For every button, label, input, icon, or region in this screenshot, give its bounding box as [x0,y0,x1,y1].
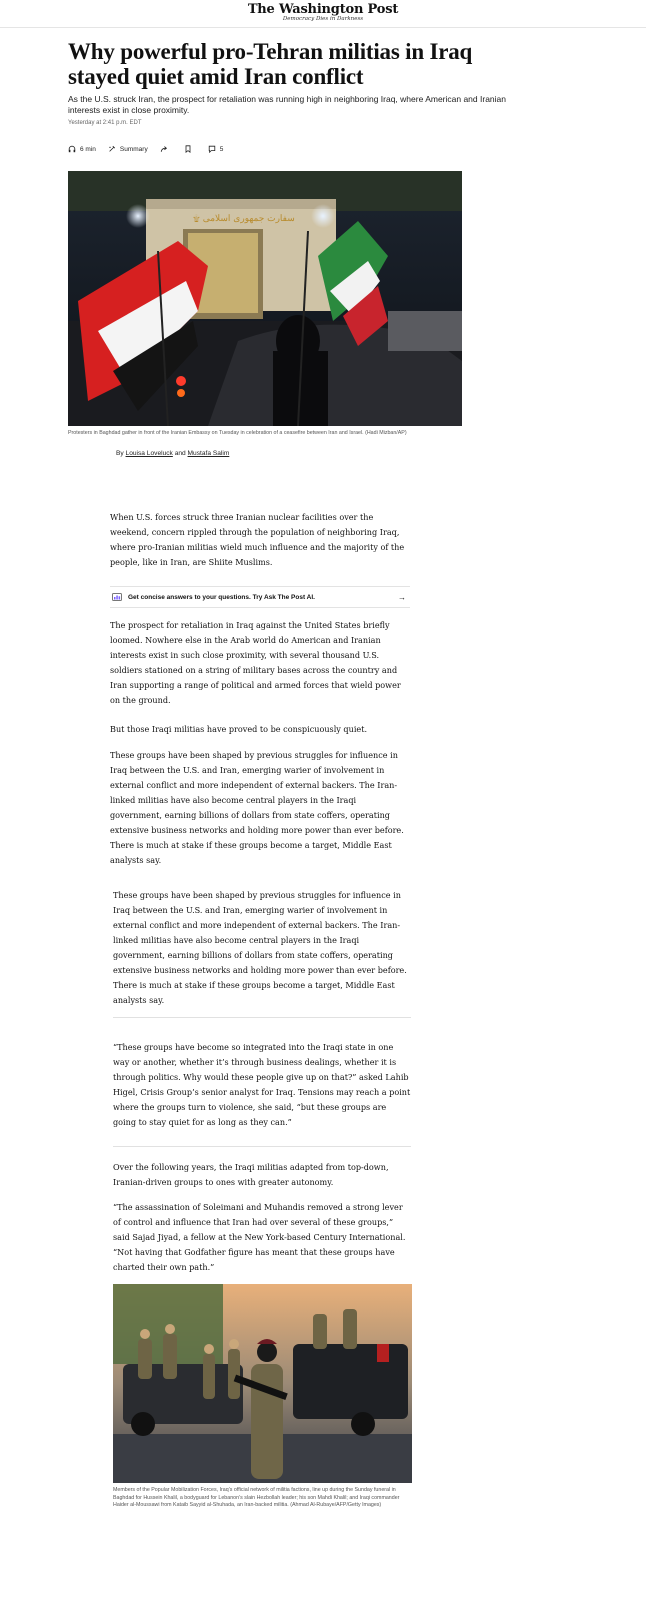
article-headline: Why powerful pro-Tehran militias in Iraq stayed quiet amid Iran conflict [68,39,473,89]
arrow-right-icon: → [398,592,406,602]
divider [113,1017,411,1018]
byline [116,450,229,457]
masthead[interactable] [0,3,646,23]
share-button[interactable] [160,145,172,153]
site-tagline: Democracy Dies in Darkness [282,16,364,22]
listen-button[interactable] [68,145,96,153]
militia-photo-caption: Members of the Popular Mobilization Forces, Iraq’s official network of militia factions, line up during the Sunday funeral in Baghdad for Hussein Khalil, a bodyguard for Lebanon’s slain Hezbollah leader; his son Mahdi Khalil; and Iraqi commander Haider al-Moussawi from Kataib Sayyid al-Shuhada, an Iran-backed militia. (Ahmad Al-Rubaye/AFP/Getty Images) [113,1487,400,1509]
paragraph-1: When U.S. forces struck three Iranian nuclear facilities over the weekend, concern rippled through the population of neighboring Iraq, where pro-Iranian militias wield much influence and the majority of the people, like in Iran, are Shiite Muslims. [110,512,405,567]
paragraph-6: “These groups have become so integrated into the Iraqi state in one way or another, whether it’s through business dealings, whether it is through politics. Why would these people give up on that?” asked Lahib Higel, Crisis Group’s senior analyst for Iraq. Tensions may reach a point where the groups turn to violence, she said, “but these groups are going to stay quiet for as long as they can.” [113,1042,411,1127]
paragraph-2: The prospect for retaliation in Iraq against the United States briefly loomed. Nowhere else in the Arab world do American and Iranian interests exist in such close proximity, with several thousand U.S. soldiers stationed on a string of military bases across the country and Iran supporting a range of political and armed forces that wield power on the ground. [110,620,401,705]
bookmark-icon [184,145,192,153]
share-icon [160,145,168,153]
paragraph-4: These groups have been shaped by previous struggles for influence in Iraq between the U.S. and Iran, emerging warier of involvement in external conflict and more independent of external backers. The Iran-linked militias have also become central players in the Iraqi government, earning billions of dollars from state coffers, operating extensive business networks and holding more power than ever before. There is much at stake if these groups become a target, Middle East analysts say. [110,750,404,865]
paragraph-7: Over the following years, the Iraqi militias adapted from top-down, Iranian-driven groups to ones with greater autonomy. [113,1162,389,1187]
summary-icon [108,145,116,153]
ask-the-post-ai-box[interactable] [110,586,410,608]
article-toolbar [68,144,235,154]
summary-label: Summary [119,145,148,153]
militia-photo[interactable] [113,1284,412,1483]
bookmark-button[interactable] [184,145,196,153]
militia-photo-illustration [113,1284,412,1483]
ask-ai-icon [112,593,122,601]
hero-caption: Protesters in Baghdad gather in front of the Iranian Embassy on Tuesday in celebration of a ceasefire between Iran and Israel. (Hadi Mizban/AP) [68,430,407,436]
ask-ai-label: Get concise answers to your questions. Try Ask The Post AI. [128,593,315,601]
hero-photo-illustration [68,171,462,426]
hero-photo[interactable] [68,171,462,426]
top-bar [0,0,646,28]
paragraph-8: “The assassination of Soleimani and Muhandis removed a strong lever of control and influence that Iran had over several of these groups,” said Sajad Jiyad, a fellow at the New York-based Century International. “Not having that Godfather figure has meant that these groups have charted their own path.” [113,1202,406,1272]
paragraph-3: But those Iraqi militias have proved to be conspicuously quiet. [110,724,368,734]
summary-button[interactable] [108,145,148,153]
author-link-louisa-loveluck[interactable]: Louisa Loveluck [125,450,173,457]
paragraph-5: These groups have been shaped by previous struggles for influence in Iraq between the U.S. and Iran, emerging warier of involvement in external conflict and more independent of external backers. The Iran-linked militias have also become central players in the Iraqi government, earning billions of dollars from state coffers, operating extensive business networks and holding more power than ever before. There is much at stake if these groups become a target, Middle East analysts say. [113,890,407,1005]
site-logo[interactable]: The Washington Post [247,2,399,17]
comments-button[interactable] [208,145,224,153]
divider [113,1146,411,1147]
author-link-mustafa-salim[interactable]: Mustafa Salim [187,450,230,457]
listen-duration: 6 min [80,145,96,153]
svg-text:۩ ﺳﻔﺎرت ﺟﻤﻬﻮری اﺳﻼﻣﯽ: ۩ ﺳﻔﺎرت ﺟﻤﻬﻮری اﺳﻼﻣﯽ [193,214,295,224]
headphones-icon [68,145,76,153]
article-dek: As the U.S. struck Iran, the prospect for retaliation was running high in neighboring Iraq, where American and Iranian interests exist in close proximity. [68,94,506,115]
byline-conjunction: and [174,450,186,457]
byline-prefix: By [116,450,124,457]
article-timestamp: Yesterday at 2:41 p.m. EDT [68,120,142,126]
comment-count: 5 [219,145,224,153]
comment-icon [208,145,216,153]
